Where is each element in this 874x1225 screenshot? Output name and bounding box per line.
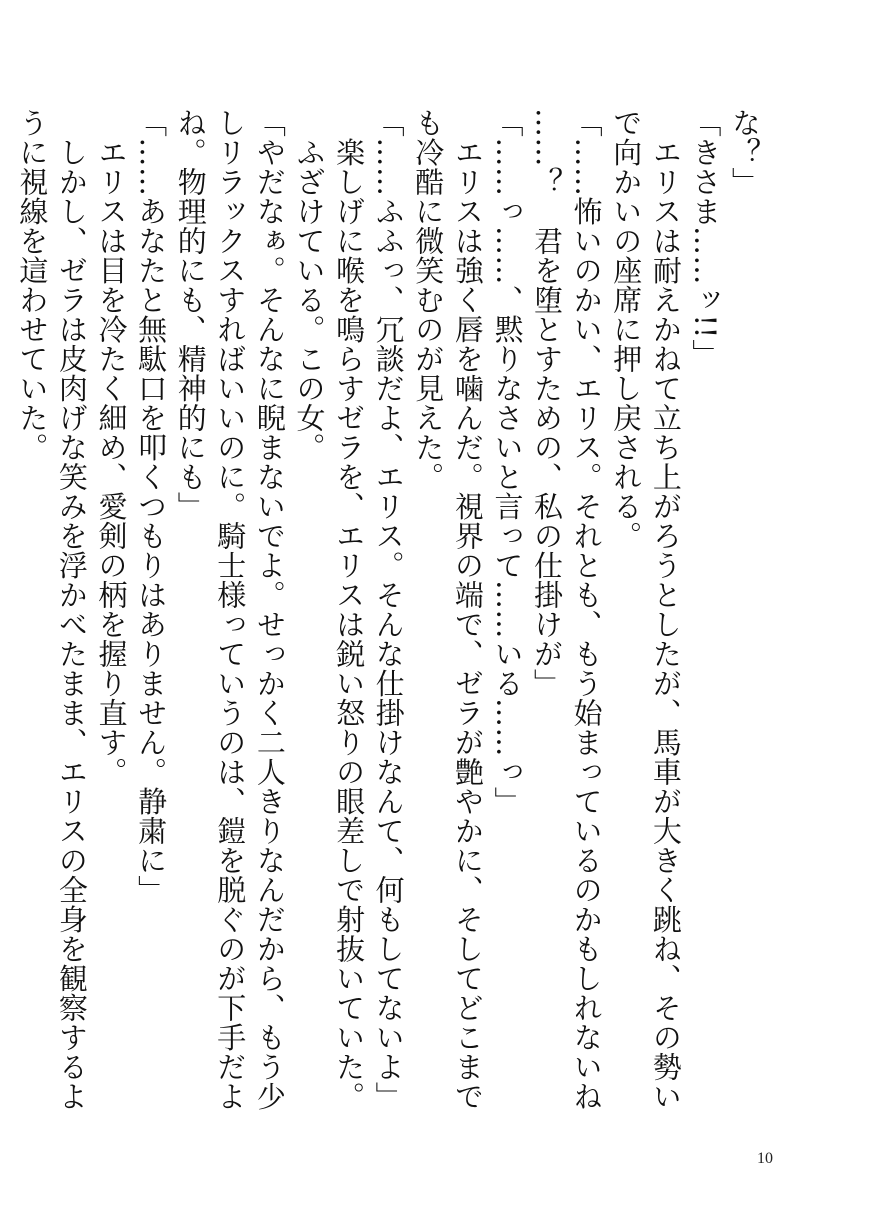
text-line: 楽しげに喉を鳴らすゼラを、エリスは鋭い怒りの眼差しで射抜いていた。: [332, 108, 367, 1111]
text-line: ……？ 君を堕とすための、私の仕掛けが」: [530, 108, 565, 698]
text-line: うに視線を這わせていた。: [15, 108, 50, 462]
text-line: しリラックスすればいいのに。騎士様っていうのは、鎧を脱ぐのが下手だよ: [213, 108, 248, 1111]
vertical-text-block: [15, 108, 764, 1111]
text-line: 「きさま……ッ!!」: [688, 108, 723, 369]
page-number: 10: [757, 1150, 773, 1167]
text-line: 「……あなたと無駄口を叩くつもりはありません。静粛に」: [134, 108, 169, 905]
text-line: ふざけている。この女。: [292, 108, 327, 462]
text-line: 「やだなぁ。そんなに睨まないでよ。せっかく二人きりなんだから、もう少: [252, 108, 287, 1111]
text-line: 「……ふふっ、冗談だよ、エリス。そんな仕掛けなんて、何もしてないよ」: [371, 108, 406, 1111]
text-line: も冷酷に微笑むのが見えた。: [411, 108, 446, 492]
text-line: 「……怖いのかい、エリス。それとも、もう始まっているのかもしれないね: [569, 108, 604, 1111]
text-line: エリスは強く唇を噛んだ。視界の端で、ゼラが艶やかに、そしてどこまで: [450, 108, 485, 1111]
text-line: な？」: [728, 108, 762, 197]
text-line: 「……っ……、黙りなさいと言って……いる……っ」: [490, 108, 525, 816]
text-line: で向かいの座席に押し戻される。: [609, 108, 644, 551]
text-line: しかし、ゼラは皮肉げな笑みを浮かべたまま、エリスの全身を観察するよ: [54, 108, 89, 1111]
text-line: ね。物理的にも、精神的にも」: [173, 108, 208, 521]
text-line: エリスは目を冷たく細め、愛剣の柄を握り直す。: [94, 108, 129, 787]
text-line: エリスは耐えかねて立ち上がろうとしたが、馬車が大きく跳ね、その勢い: [648, 108, 683, 1111]
